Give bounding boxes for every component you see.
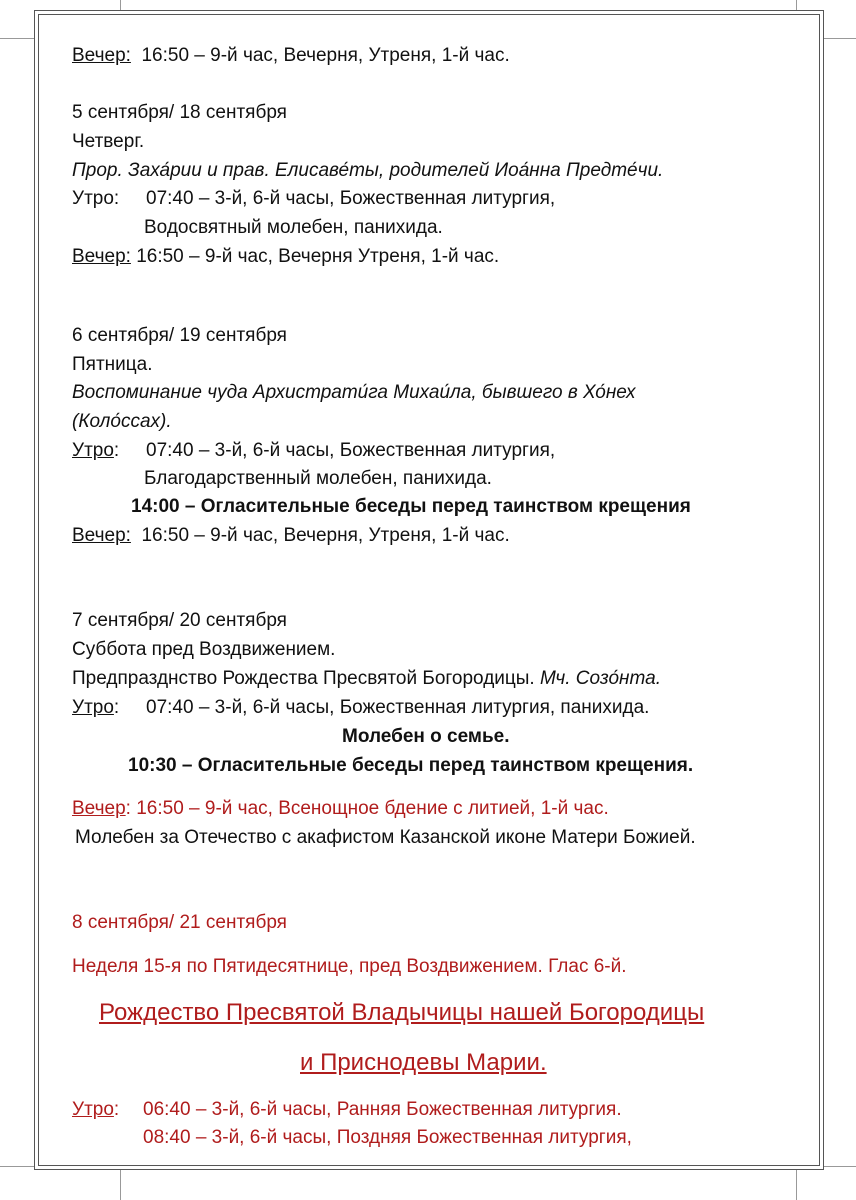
- morning-service: 08:40 – 3-й, 6-й часы, Поздняя Божественная литургия,: [143, 1127, 632, 1148]
- morning-service: 07:40 – 3-й, 6-й часы, Божественная литургия,: [146, 440, 556, 461]
- morning-service: Благодарственный молебен, панихида.: [144, 468, 492, 489]
- morning-service: 06:40 – 3-й, 6-й часы, Ранняя Божественная литургия.: [143, 1099, 622, 1120]
- morning-colon: :: [113, 697, 120, 718]
- crop-mark: [796, 1170, 797, 1200]
- evening-text: 16:50 – 9-й час, Вечерня Утреня, 1-й час.: [136, 246, 500, 267]
- moleben-line: Молебен о семье.: [342, 726, 510, 747]
- date-heading: 6 сентября/ 19 сентября: [72, 325, 287, 346]
- evening-label: Вечер:: [72, 246, 131, 267]
- feast-title: (Коло́ссах).: [72, 411, 172, 432]
- evening-label: Вечер:: [72, 525, 131, 546]
- week-line: Неделя 15-я по Пятидесятнице, пред Воздвижением. Глас 6-й.: [72, 956, 627, 977]
- morning-label: Утро: [72, 1099, 114, 1120]
- evening-line: [72, 44, 510, 68]
- martyr-name: Мч. Созо́нта.: [540, 668, 661, 689]
- feast-title: Рождество Пресвятой Владычицы нашей Богородицы: [99, 999, 705, 1026]
- feast-title: Прор. Заха́рии и прав. Елисаве́ты, родителей Иоа́нна Предте́чи.: [72, 160, 664, 181]
- morning-colon: :: [113, 1099, 120, 1120]
- evening-line: [72, 524, 510, 548]
- weekday: Четверг.: [72, 131, 145, 152]
- catechesis-line: 14:00 – Огласительные беседы перед таинством крещения: [131, 496, 691, 517]
- feast-title: Воспоминание чуда Архистрати́га Михаи́ла, бывшего в Хо́нех: [72, 382, 636, 403]
- morning-service: 07:40 – 3-й, 6-й часы, Божественная литургия,: [146, 188, 556, 209]
- morning-label: Утро:: [72, 188, 120, 209]
- evening-text: : 16:50 – 9-й час, Всенощное бдение с литией, 1-й час.: [125, 798, 609, 819]
- evening-label: Вечер: [72, 798, 126, 819]
- morning-line: [72, 1098, 119, 1122]
- crop-mark: [824, 1166, 856, 1167]
- morning-line: [72, 439, 119, 463]
- crop-mark: [120, 0, 121, 10]
- feast-title: и Приснодевы Марии.: [300, 1049, 547, 1076]
- morning-service: 07:40 – 3-й, 6-й часы, Божественная литургия, панихида.: [146, 697, 650, 718]
- crop-mark: [0, 38, 34, 39]
- morning-label: Утро: [72, 697, 114, 718]
- date-heading: 7 сентября/ 20 сентября: [72, 610, 287, 631]
- crop-mark: [824, 38, 856, 39]
- morning-service: Водосвятный молебен, панихида.: [144, 217, 443, 238]
- feast-line: [72, 667, 661, 691]
- crop-mark: [120, 1170, 121, 1200]
- morning-line: [72, 696, 119, 720]
- date-heading: 5 сентября/ 18 сентября: [72, 102, 287, 123]
- morning-label: Утро: [72, 440, 114, 461]
- crop-mark: [796, 0, 797, 10]
- catechesis-line: 10:30 – Огласительные беседы перед таинством крещения.: [128, 755, 694, 776]
- evening-label: Вечер:: [72, 45, 131, 66]
- weekday: Суббота пред Воздвижением.: [72, 639, 336, 660]
- crop-mark: [0, 1166, 34, 1167]
- feast-title: Предпразднство Рождества Пресвятой Богородицы.: [72, 668, 535, 689]
- evening-text: 16:50 – 9-й час, Вечерня, Утреня, 1-й час.: [141, 525, 510, 546]
- evening-text: 16:50 – 9-й час, Вечерня, Утреня, 1-й час.: [141, 45, 510, 66]
- evening-line: [72, 245, 499, 269]
- morning-colon: :: [113, 440, 120, 461]
- moleben-line: Молебен за Отечество с акафистом Казанской иконе Матери Божией.: [75, 827, 696, 848]
- date-heading: 8 сентября/ 21 сентября: [72, 912, 287, 933]
- weekday: Пятница.: [72, 354, 153, 375]
- evening-line: [72, 797, 609, 821]
